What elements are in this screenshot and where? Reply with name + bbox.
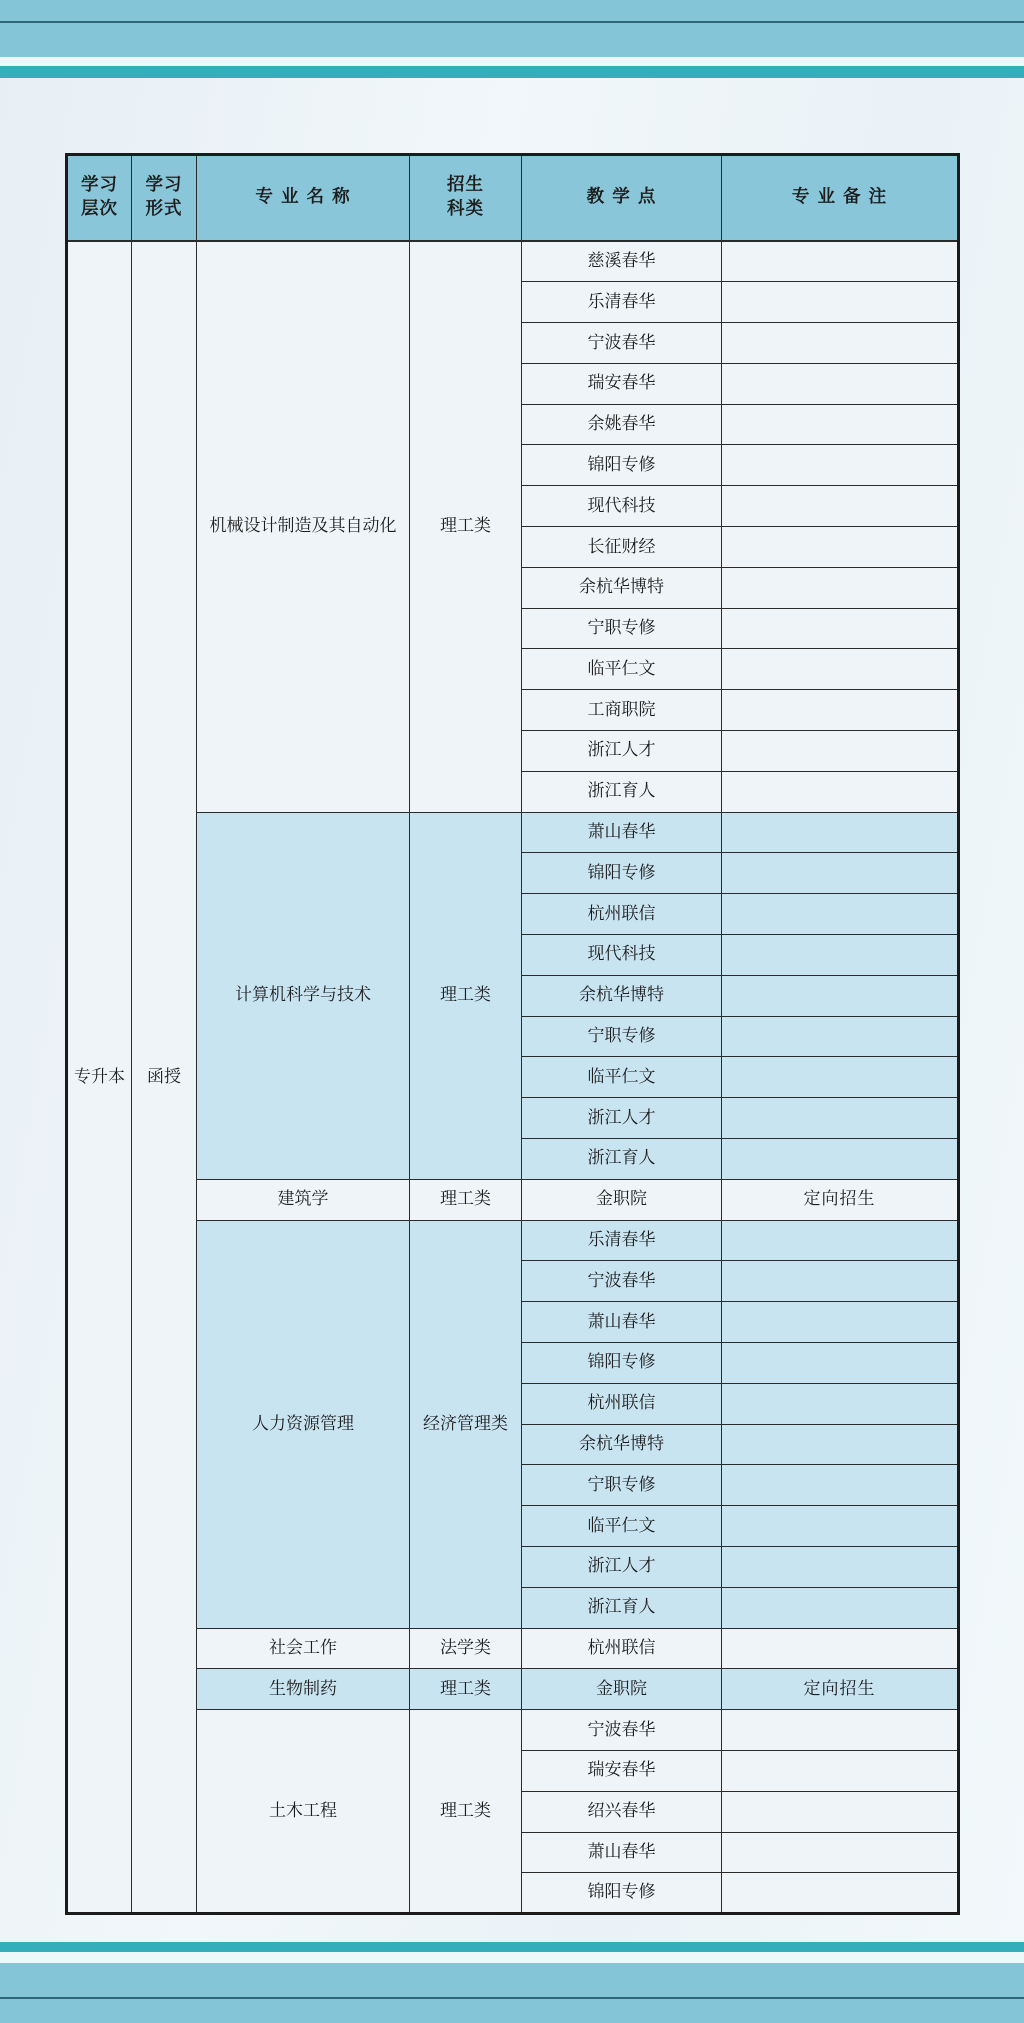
teaching-site-cell: 萧山春华 bbox=[522, 1832, 722, 1873]
major-remark-cell bbox=[722, 1710, 959, 1751]
teaching-site-cell: 萧山春华 bbox=[522, 1302, 722, 1343]
teaching-site-cell: 金职院 bbox=[522, 1669, 722, 1710]
major-remark-cell bbox=[722, 1098, 959, 1139]
major-name-cell: 生物制药 bbox=[197, 1669, 410, 1710]
bottom-band-teal bbox=[0, 1942, 1024, 1952]
major-remark-cell bbox=[722, 1832, 959, 1873]
major-remark-cell bbox=[722, 649, 959, 690]
header-line: 教 学 点 bbox=[586, 187, 657, 208]
teaching-site-cell: 现代科技 bbox=[522, 935, 722, 976]
top-band-gap bbox=[0, 57, 1024, 66]
study-form-cell: 函授 bbox=[132, 241, 197, 1914]
col-header-study-form bbox=[132, 155, 197, 242]
table-row bbox=[67, 1220, 959, 1261]
study-level-cell: 专升本 bbox=[67, 241, 132, 1914]
teaching-site-cell: 金职院 bbox=[522, 1179, 722, 1220]
enroll-category-cell: 理工类 bbox=[410, 812, 522, 1179]
major-remark-cell bbox=[722, 975, 959, 1016]
table-row bbox=[67, 241, 959, 282]
major-remark-cell bbox=[722, 1791, 959, 1832]
enroll-category-cell: 法学类 bbox=[410, 1628, 522, 1669]
major-name-cell: 社会工作 bbox=[197, 1628, 410, 1669]
major-remark-cell bbox=[722, 363, 959, 404]
major-remark-cell bbox=[722, 935, 959, 976]
table-row bbox=[67, 1669, 959, 1710]
header-line: 专 业 备 注 bbox=[791, 187, 888, 208]
teaching-site-cell: 锦阳专修 bbox=[522, 1873, 722, 1914]
major-remark-cell bbox=[722, 1587, 959, 1628]
major-remark-cell bbox=[722, 1016, 959, 1057]
major-remark-cell bbox=[722, 282, 959, 323]
major-remark-cell bbox=[722, 1465, 959, 1506]
major-name-cell: 计算机科学与技术 bbox=[197, 812, 410, 1179]
enroll-category-cell: 经济管理类 bbox=[410, 1220, 522, 1628]
major-remark-cell bbox=[722, 241, 959, 282]
enroll-category-cell: 理工类 bbox=[410, 1179, 522, 1220]
major-remark-cell bbox=[722, 486, 959, 527]
header-line: 招生 bbox=[447, 175, 484, 196]
major-remark-cell bbox=[722, 445, 959, 486]
table-row bbox=[67, 1710, 959, 1751]
major-remark-cell bbox=[722, 731, 959, 772]
teaching-site-cell: 浙江人才 bbox=[522, 1547, 722, 1588]
teaching-site-cell: 慈溪春华 bbox=[522, 241, 722, 282]
header-line: 形式 bbox=[145, 199, 183, 219]
teaching-site-cell: 萧山春华 bbox=[522, 812, 722, 853]
major-name-cell: 机械设计制造及其自动化 bbox=[197, 241, 410, 812]
major-remark-cell bbox=[722, 1750, 959, 1791]
major-name-cell: 人力资源管理 bbox=[197, 1220, 410, 1628]
teaching-site-cell: 宁职专修 bbox=[522, 1465, 722, 1506]
teaching-site-cell: 临平仁文 bbox=[522, 1057, 722, 1098]
header-line: 学习 bbox=[81, 175, 118, 196]
teaching-site-cell: 杭州联信 bbox=[522, 894, 722, 935]
top-band-light-blue bbox=[0, 0, 1024, 57]
major-remark-cell bbox=[722, 1261, 959, 1302]
teaching-site-cell: 锦阳专修 bbox=[522, 1343, 722, 1384]
teaching-site-cell: 宁波春华 bbox=[522, 323, 722, 364]
major-remark-cell bbox=[722, 1873, 959, 1914]
major-remark-cell: 定向招生 bbox=[722, 1669, 959, 1710]
major-name-cell: 土木工程 bbox=[197, 1710, 410, 1914]
enrollment-table bbox=[65, 153, 960, 1915]
top-band-dark-line bbox=[0, 21, 1024, 23]
header-line: 层次 bbox=[81, 199, 118, 219]
teaching-site-cell: 宁职专修 bbox=[522, 1016, 722, 1057]
major-remark-cell bbox=[722, 1139, 959, 1180]
teaching-site-cell: 长征财经 bbox=[522, 527, 722, 568]
enroll-category-cell: 理工类 bbox=[410, 1710, 522, 1914]
bottom-band-dark-line bbox=[0, 1997, 1024, 1999]
col-header-major-remark bbox=[722, 155, 959, 242]
major-remark-cell bbox=[722, 567, 959, 608]
major-remark-cell bbox=[722, 853, 959, 894]
teaching-site-cell: 杭州联信 bbox=[522, 1383, 722, 1424]
major-remark-cell bbox=[722, 894, 959, 935]
major-remark-cell bbox=[722, 404, 959, 445]
teaching-site-cell: 余杭华博特 bbox=[522, 1424, 722, 1465]
teaching-site-cell: 锦阳专修 bbox=[522, 445, 722, 486]
teaching-site-cell: 乐清春华 bbox=[522, 282, 722, 323]
teaching-site-cell: 宁波春华 bbox=[522, 1261, 722, 1302]
teaching-site-cell: 瑞安春华 bbox=[522, 1750, 722, 1791]
col-header-enroll-category bbox=[410, 155, 522, 242]
enroll-category-cell: 理工类 bbox=[410, 1669, 522, 1710]
teaching-site-cell: 宁波春华 bbox=[522, 1710, 722, 1751]
header-line: 专 业 名 称 bbox=[255, 187, 351, 208]
teaching-site-cell: 乐清春华 bbox=[522, 1220, 722, 1261]
teaching-site-cell: 余姚春华 bbox=[522, 404, 722, 445]
teaching-site-cell: 浙江人才 bbox=[522, 731, 722, 772]
teaching-site-cell: 临平仁文 bbox=[522, 1506, 722, 1547]
teaching-site-cell: 工商职院 bbox=[522, 690, 722, 731]
major-remark-cell bbox=[722, 1547, 959, 1588]
col-header-major-name bbox=[197, 155, 410, 242]
major-remark-cell bbox=[722, 812, 959, 853]
teaching-site-cell: 瑞安春华 bbox=[522, 363, 722, 404]
bottom-band-light-blue bbox=[0, 1963, 1024, 2023]
teaching-site-cell: 现代科技 bbox=[522, 486, 722, 527]
major-remark-cell bbox=[722, 1343, 959, 1384]
major-remark-cell bbox=[722, 527, 959, 568]
major-remark-cell bbox=[722, 1302, 959, 1343]
teaching-site-cell: 浙江人才 bbox=[522, 1098, 722, 1139]
major-remark-cell bbox=[722, 608, 959, 649]
table-header-row bbox=[67, 155, 959, 242]
major-remark-cell bbox=[722, 1383, 959, 1424]
teaching-site-cell: 浙江育人 bbox=[522, 1587, 722, 1628]
table-row bbox=[67, 812, 959, 853]
major-remark-cell: 定向招生 bbox=[722, 1179, 959, 1220]
major-remark-cell bbox=[722, 771, 959, 812]
teaching-site-cell: 余杭华博特 bbox=[522, 567, 722, 608]
header-line: 科类 bbox=[447, 199, 484, 219]
bottom-band-gap bbox=[0, 1952, 1024, 1963]
teaching-site-cell: 宁职专修 bbox=[522, 608, 722, 649]
header-line: 学习 bbox=[145, 175, 183, 196]
major-remark-cell bbox=[722, 1628, 959, 1669]
teaching-site-cell: 绍兴春华 bbox=[522, 1791, 722, 1832]
teaching-site-cell: 浙江育人 bbox=[522, 1139, 722, 1180]
major-remark-cell bbox=[722, 690, 959, 731]
major-remark-cell bbox=[722, 1424, 959, 1465]
major-remark-cell bbox=[722, 1057, 959, 1098]
teaching-site-cell: 临平仁文 bbox=[522, 649, 722, 690]
teaching-site-cell: 余杭华博特 bbox=[522, 975, 722, 1016]
major-remark-cell bbox=[722, 1220, 959, 1261]
col-header-study-level bbox=[67, 155, 132, 242]
teaching-site-cell: 浙江育人 bbox=[522, 771, 722, 812]
major-remark-cell bbox=[722, 323, 959, 364]
table-row bbox=[67, 1179, 959, 1220]
top-band-teal bbox=[0, 66, 1024, 78]
table-row bbox=[67, 1628, 959, 1669]
major-name-cell: 建筑学 bbox=[197, 1179, 410, 1220]
major-remark-cell bbox=[722, 1506, 959, 1547]
enroll-category-cell: 理工类 bbox=[410, 241, 522, 812]
teaching-site-cell: 杭州联信 bbox=[522, 1628, 722, 1669]
table-body bbox=[67, 241, 959, 1914]
col-header-teaching-site bbox=[522, 155, 722, 242]
teaching-site-cell: 锦阳专修 bbox=[522, 853, 722, 894]
